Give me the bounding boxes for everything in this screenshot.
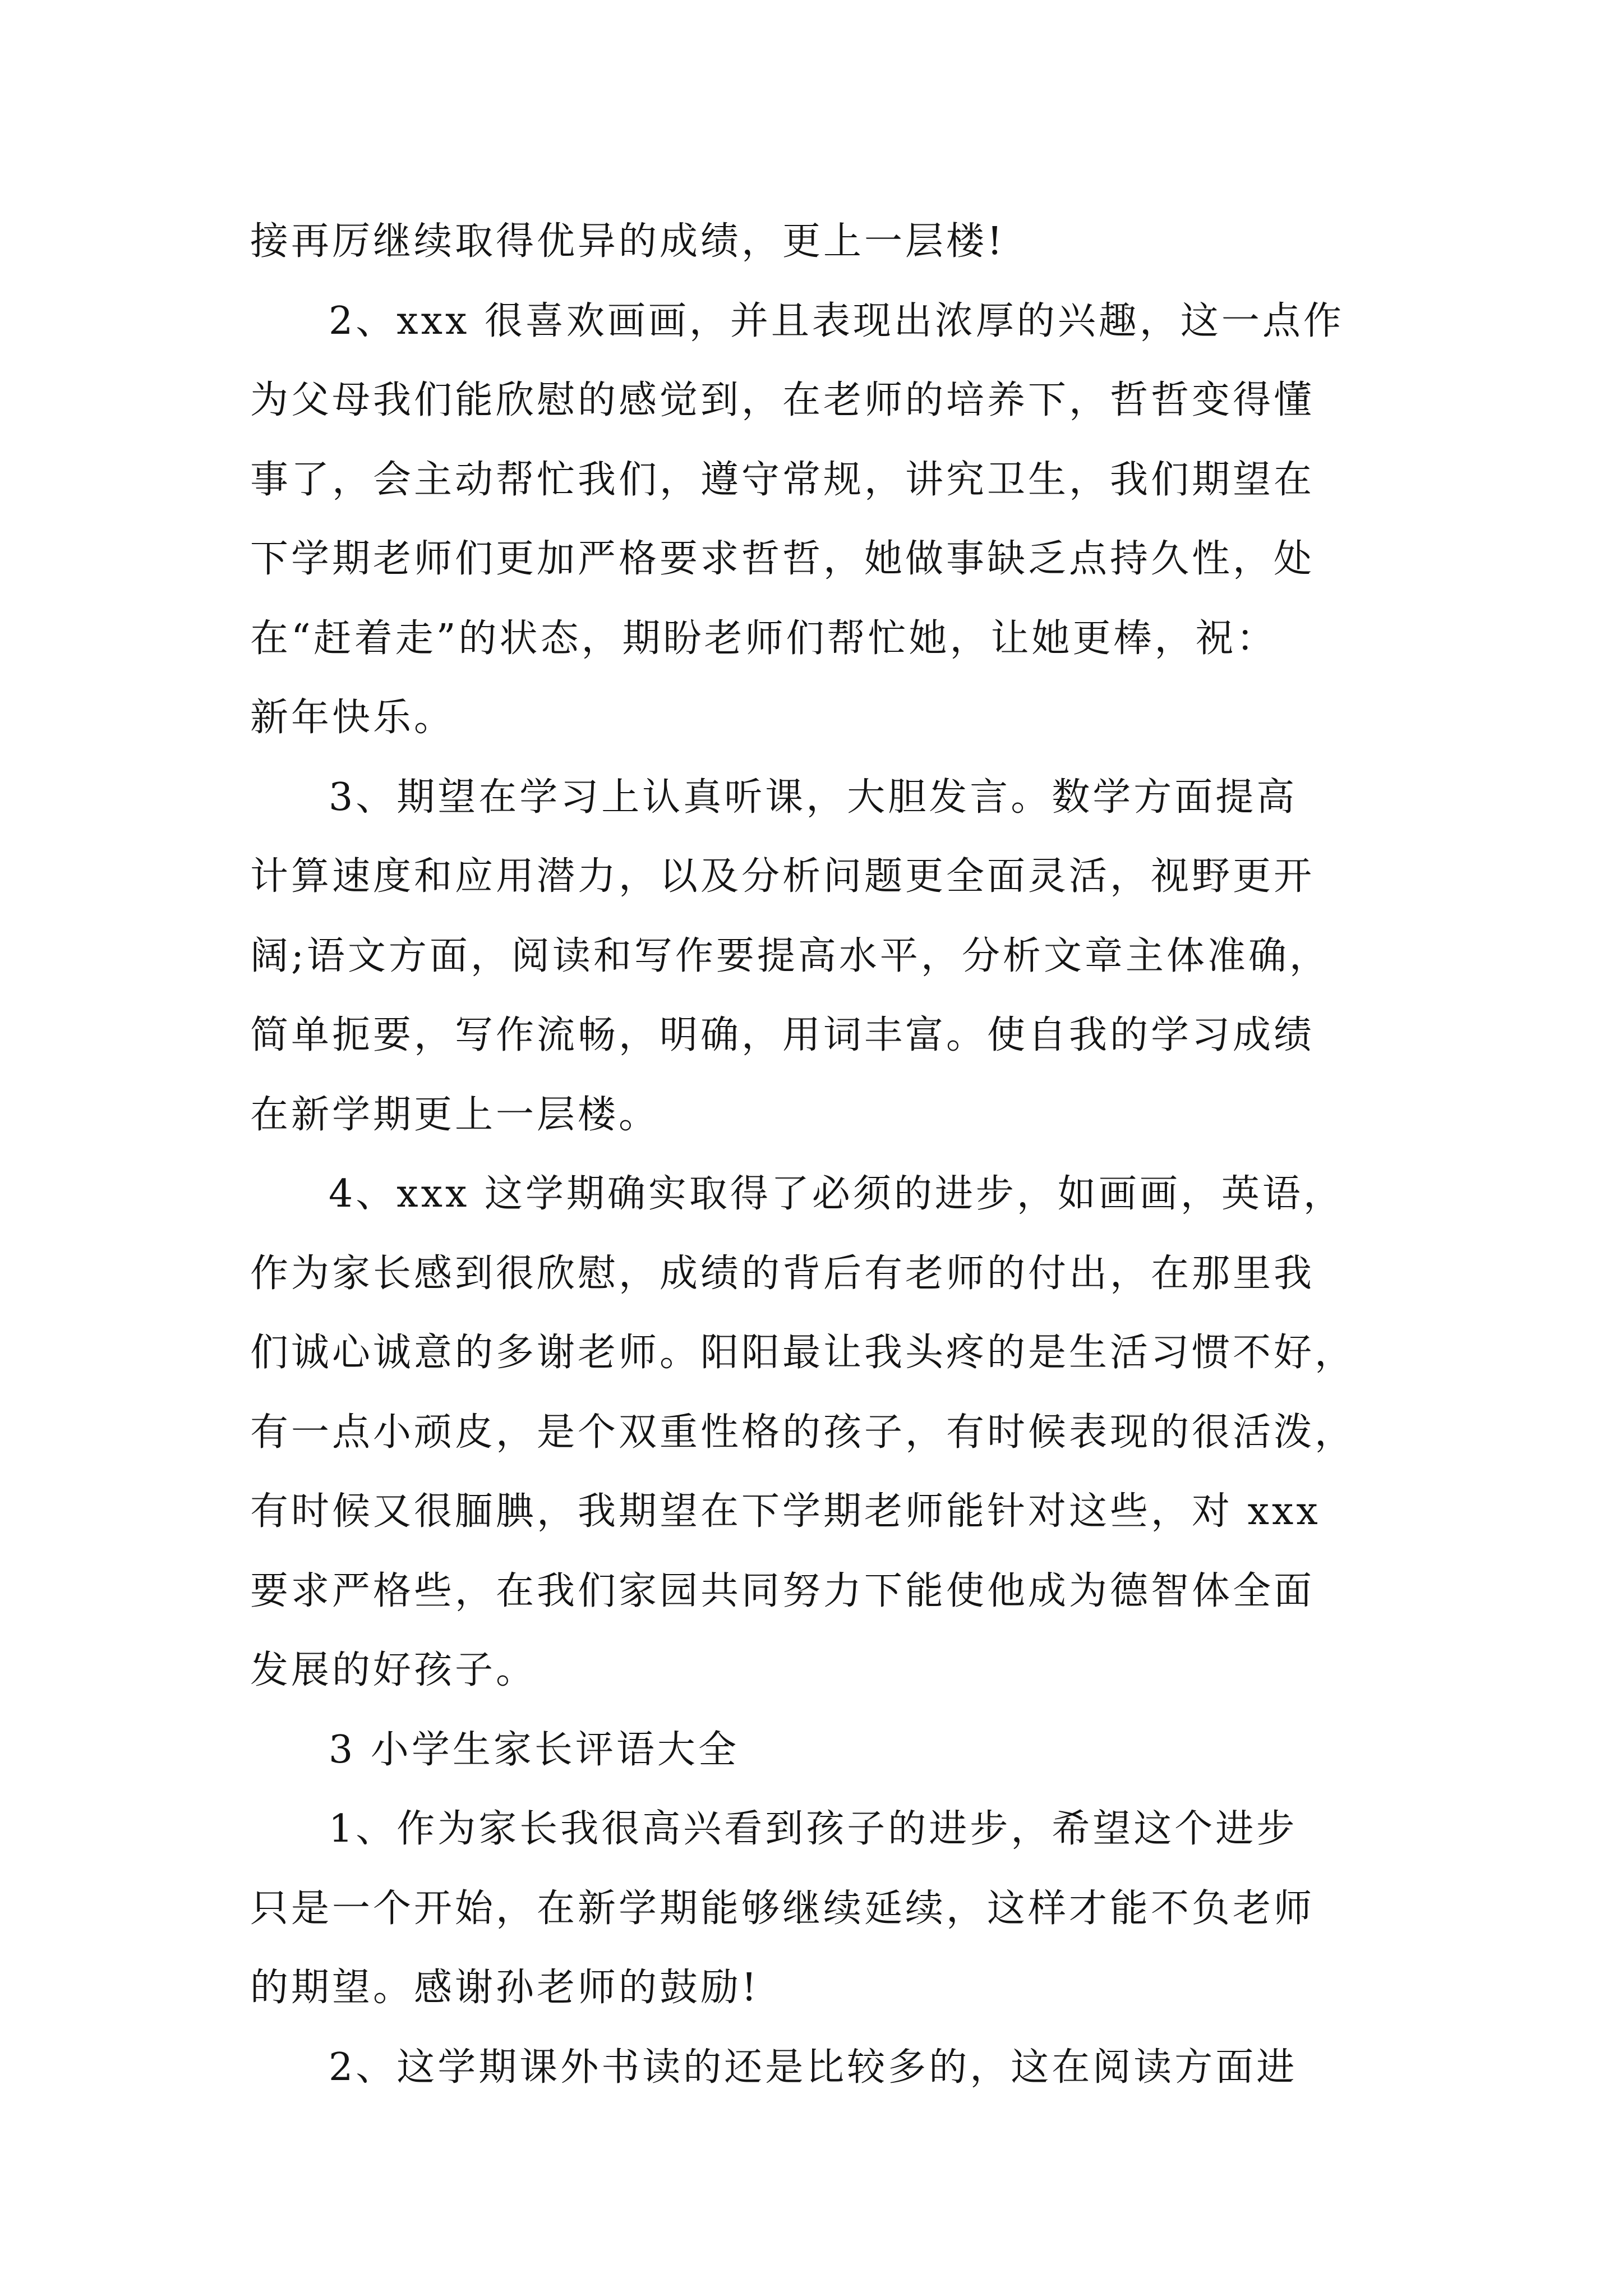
text-line: 有一点小顽皮，是个双重性格的孩子，有时候表现的很活泼，	[250, 1410, 1356, 1455]
text-line: 们诚心诚意的多谢老师。阳阳最让我头疼的是生活习惯不好，	[250, 1331, 1356, 1375]
text-line: 在新学期更上一层楼。	[250, 1092, 660, 1137]
paragraph-start-line: 2、这学期课外书读的还是比较多的，这在阅读方面进	[329, 2045, 1298, 2090]
text-line: 发展的好孩子。	[250, 1648, 537, 1692]
document-body	[250, 202, 1377, 2107]
text-line: 要求严格些，在我们家园共同努力下能使他成为德智体全面	[250, 1568, 1315, 1613]
text-line: 下学期老师们更加严格要求哲哲，她做事缺乏点持久性，处	[250, 537, 1315, 581]
text-line: 的期望。感谢孙老师的鼓励!	[250, 1966, 760, 2010]
text-line: 事了，会主动帮忙我们，遵守常规，讲究卫生，我们期望在	[250, 457, 1315, 502]
text-line: 为父母我们能欣慰的感觉到，在老师的培养下，哲哲变得懂	[250, 378, 1315, 422]
text-line: 在“赶着走”的状态，期盼老师们帮忙她，让她更棒，祝：	[250, 616, 1278, 661]
paragraph-start-line: 1、作为家长我很高兴看到孩子的进步，希望这个进步	[329, 1807, 1298, 1851]
text-line: 只是一个开始，在新学期能够继续延续，这样才能不负老师	[250, 1886, 1315, 1931]
text-line: 作为家长感到很欣慰，成绩的背后有老师的付出，在那里我	[250, 1251, 1315, 1296]
paragraph-start-line: 4、xxx 这学期确实取得了必须的进步，如画画，英语，	[329, 1172, 1344, 1216]
text-line: 新年快乐。	[250, 696, 455, 740]
paragraph-start-line: 3、期望在学习上认真听课，大胆发言。数学方面提高	[329, 775, 1298, 820]
section-heading: 3 小学生家长评语大全	[329, 1727, 739, 1772]
text-line: 有时候又很腼腆，我期望在下学期老师能针对这些，对 xxx	[250, 1489, 1321, 1534]
text-line: 接再厉继续取得优异的成绩，更上一层楼!	[250, 219, 1006, 264]
paragraph-start-line: 2、xxx 很喜欢画画，并且表现出浓厚的兴趣，这一点作	[329, 298, 1344, 343]
text-line: 阔;语文方面，阅读和写作要提高水平，分析文章主体准确，	[250, 933, 1330, 978]
text-line: 计算速度和应用潜力，以及分析问题更全面灵活，视野更开	[250, 854, 1315, 899]
text-line: 简单扼要，写作流畅，明确，用词丰富。使自我的学习成绩	[250, 1013, 1315, 1057]
